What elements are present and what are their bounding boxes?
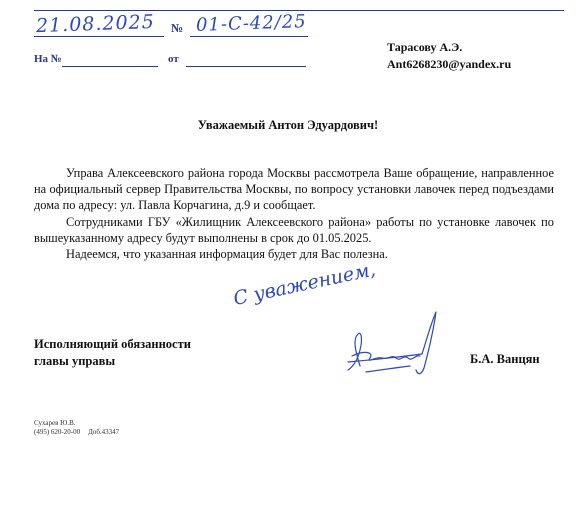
executor-phone-line	[34, 428, 119, 437]
paragraph-2: Сотрудниками ГБУ «Жилищник Алексеевского района» работы по установке лавочек по вышеуказанному адресу будут выполнены в срок до 01.05.2025.	[34, 214, 554, 245]
executor-phone: (495) 620-20-00	[34, 428, 81, 436]
executor-extension: Доб.43347	[88, 428, 120, 436]
signer-name: Б.А. Ванцян	[470, 352, 540, 366]
executor-block	[34, 419, 119, 437]
addressee-block	[387, 39, 511, 73]
ref-number-line	[62, 66, 158, 67]
signer-position-line1: Исполняющий обязанности	[34, 337, 191, 351]
signer-position-line2: главы управы	[34, 354, 116, 368]
ref-label: На №	[34, 53, 62, 65]
ref-from-label: от	[168, 53, 179, 65]
number-sign: №	[171, 21, 184, 35]
paragraph-1: Управа Алексеевского района города Москвы рассмотрела Ваше обращение, направленное на официальный сервер Правительства Москвы, по вопросу установки лавочек перед подъездами дома по адресу: ул. Павла Корчагина, д.9 и сообщает.	[34, 166, 554, 213]
addressee-email: Ant6268230@yandex.ru	[387, 57, 512, 71]
number-underline	[190, 36, 308, 37]
outgoing-date: 21.08.2025	[35, 10, 156, 38]
outgoing-number: 01-С-42/25	[195, 11, 308, 36]
signer-position	[34, 336, 191, 370]
date-underline	[34, 36, 164, 37]
handwritten-signature	[330, 300, 450, 380]
letter-body	[34, 165, 554, 262]
handwritten-regards: С уважением,	[231, 258, 378, 310]
greeting: Уважаемый Антон Эдуардович!	[197, 118, 379, 132]
ref-date-line	[186, 66, 306, 67]
addressee-name: Тарасову А.Э.	[387, 40, 463, 54]
executor-name: Сухарев Ю.В.	[34, 419, 76, 427]
paragraph-3: Надеемся, что указанная информация будет для Вас полезна.	[66, 247, 388, 262]
